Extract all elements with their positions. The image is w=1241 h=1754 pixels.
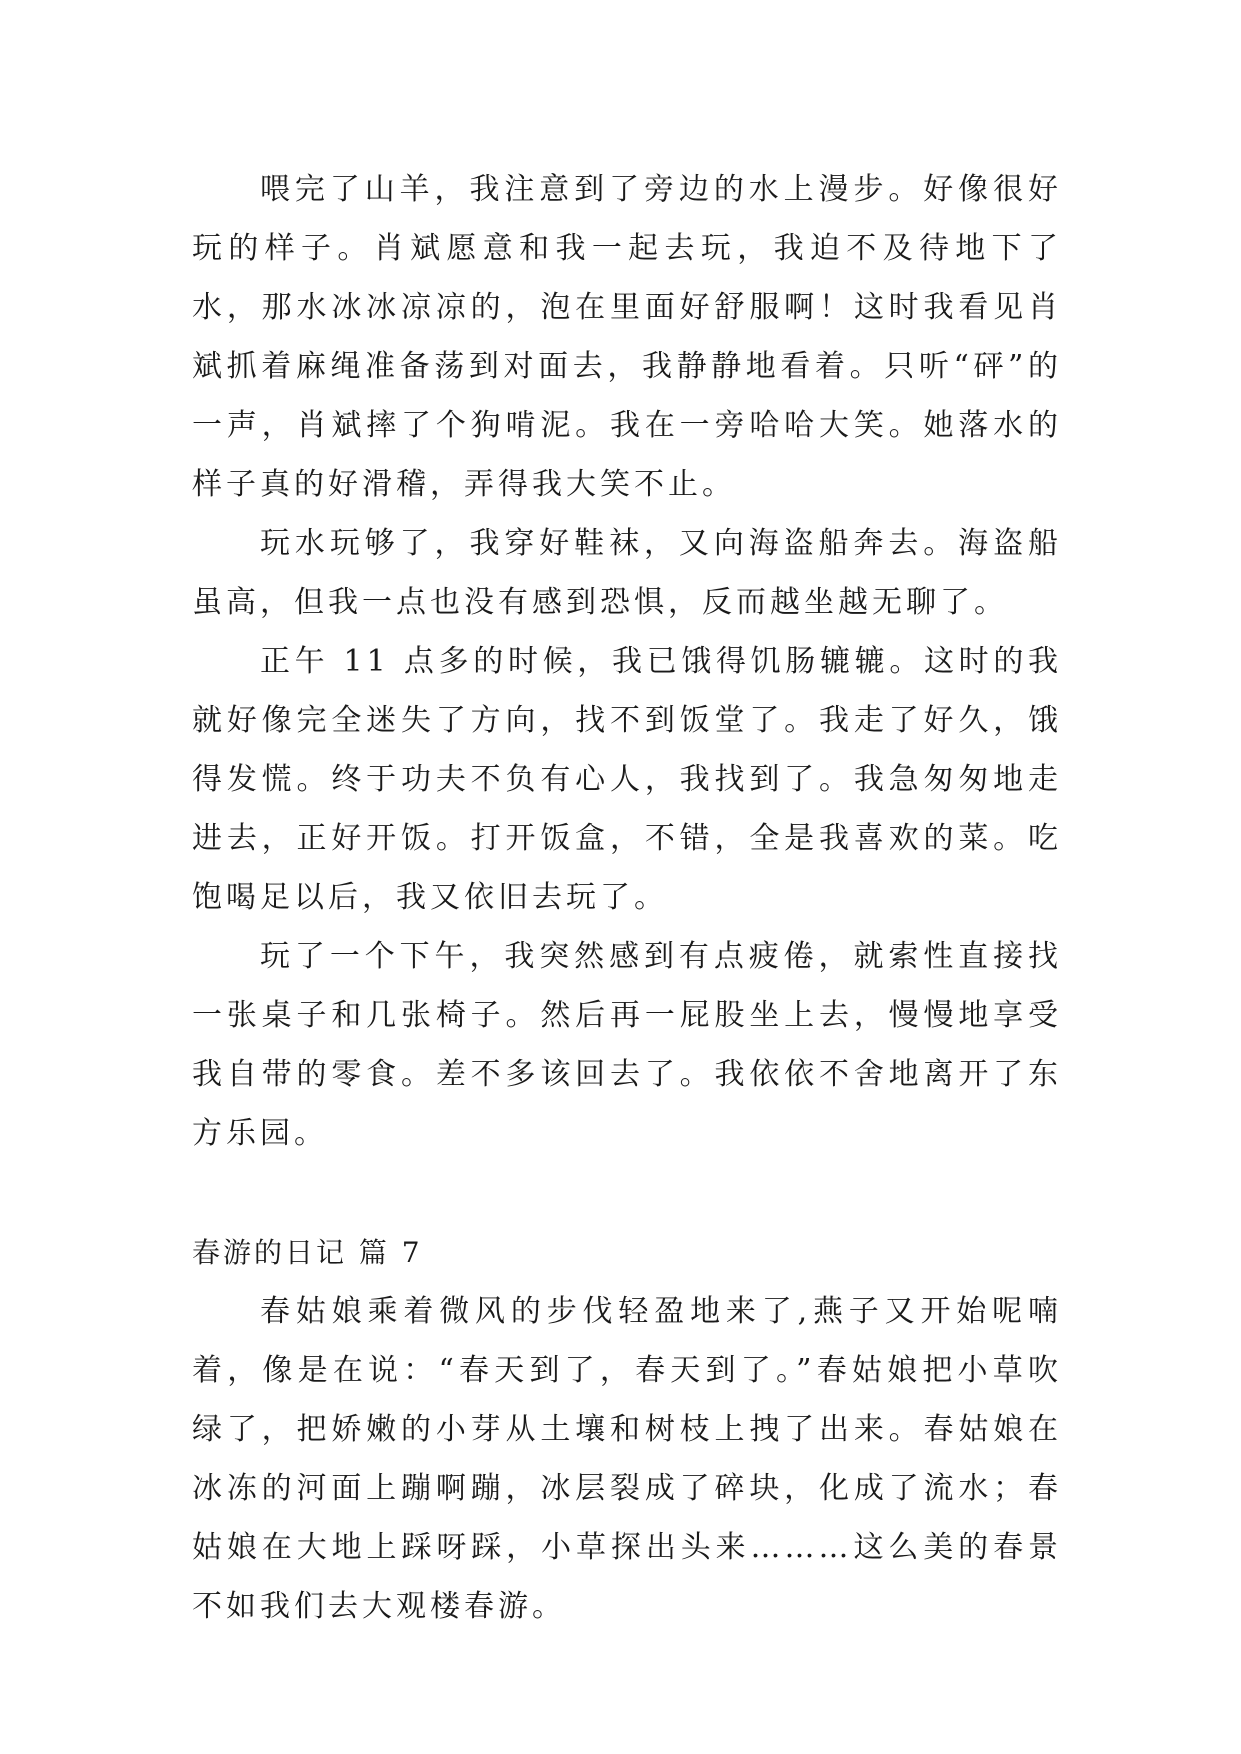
paragraph-feeding-goats: 喂完了山羊，我注意到了旁边的水上漫步。好像很好玩的样子。肖斌愿意和我一起去玩，我迫不及待地下了水，那水冰冰凉凉的，泡在里面好舒服啊！这时我看见肖斌抓着麻绳准备荡到对面去，我静静地看着。只听“砰”的一声，肖斌摔了个狗啃泥。我在一旁哈哈大笑。她落水的样子真的好滑稽，弄得我大笑不止。 (192, 172, 1062, 502)
paragraph-pirate-ship: 玩水玩够了，我穿好鞋袜，又向海盗船奔去。海盗船虽高，但我一点也没有感到恐惧，反而越坐越无聊了。 (192, 526, 1062, 620)
section-heading: 春游的日记 篇 7 (192, 1236, 423, 1269)
paragraph-spring-girl: 春姑娘乘着微风的步伐轻盈地来了,燕子又开始呢喃着，像是在说：“春天到了，春天到了。”春姑娘把小草吹绿了，把娇嫩的小芽从土壤和树枝上拽了出来。春姑娘在冰冻的河面上蹦啊蹦，冰层裂成了碎块，化成了流水；春姑娘在大地上踩呀踩，小草探出头来………这么美的春景不如我们去大观楼春游。 (192, 1294, 1062, 1624)
paragraph-lunch: 正午 11 点多的时候，我已饿得饥肠辘辘。这时的我就好像完全迷失了方向，找不到饭堂了。我走了好久，饿得发慌。终于功夫不负有心人，我找到了。我急匆匆地走进去，正好开饭。打开饭盒，不错，全是我喜欢的菜。吃饱喝足以后，我又依旧去玩了。 (192, 644, 1062, 915)
paragraph-afternoon: 玩了一个下午，我突然感到有点疲倦，就索性直接找一张桌子和几张椅子。然后再一屁股坐上去，慢慢地享受我自带的零食。差不多该回去了。我依依不舍地离开了东方乐园。 (192, 939, 1062, 1151)
document-body (192, 160, 1062, 1636)
